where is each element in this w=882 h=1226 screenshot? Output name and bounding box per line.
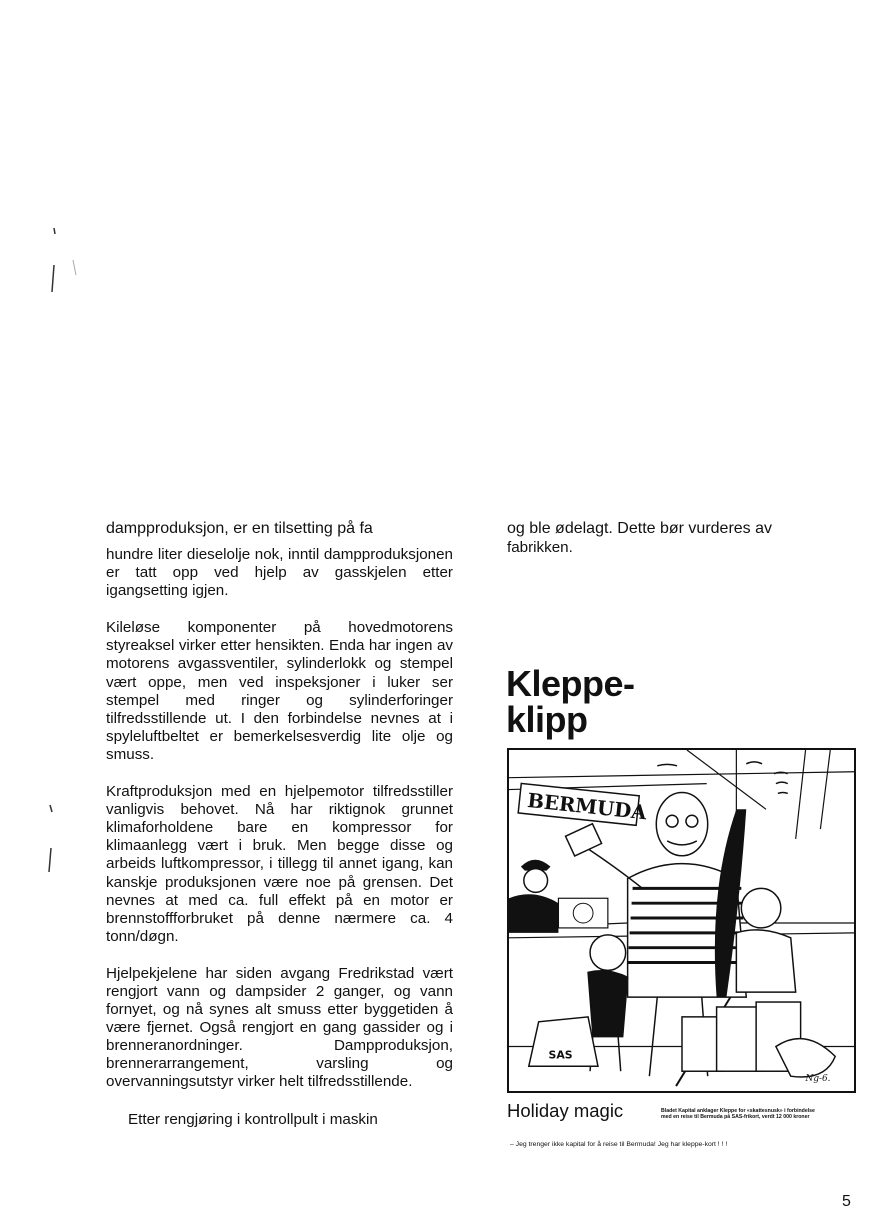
cartoon-illustration [507,748,856,1093]
headline-line-1: Kleppe- [506,663,635,704]
scan-marks [40,220,90,880]
cut-text-line-right: og ble ødelagt. Dette bør vurderes av [507,520,773,537]
paragraph-1: hundre liter dieselolje nok, inntil dampproduksjonen er tatt opp ved hjelp av gasskjelen etter igangsetting igjen. [106,546,453,600]
caption-note: Bladet Kapital anklager Kleppe for «skattesnusk» i forbindelse med en reise til Bermuda på SAS-frikort, verdt 12 000 kroner [661,1108,815,1121]
headline-line-2: klipp [506,699,588,740]
cartoon-sign-text: BERMUDA [526,787,648,825]
fabrikken-line: fabrikken. [507,539,573,556]
cartoon-bag-label: SAS [548,1048,573,1062]
cut-text-line-left: dampproduksjon, er en tilsetting på fa [106,520,373,537]
headline [506,663,706,740]
paragraph-3: Kraftproduksjon med en hjelpemotor tilfredsstiller vanligvis behovet. Nå har riktignok grunnet klimaforholdene bare en kompressor for klimaanlegg vært i bruk. Men begge disse og arbeids luftkompressor, i tillegg til annet igang, kan kanskje produksjonen være noe på grensen. Det nevnes at med ca. full effekt på en motor er brennstoffforbruket på denne nærmere ca. 4 tonn/døgn. [106,783,453,945]
paragraph-5: Etter rengjøring i kontrollpult i maskin [128,1110,378,1128]
caption-title: Holiday magic [507,1100,624,1121]
paragraph-2: Kileløse komponenter på hovedmotorens styreaksel virker etter hensikten. Enda har ingen av motorens avgassventiler, sylinderlokk og stempel vært oppe, men ved inspeksjoner i luker ser stempel med ringer og sylinderforinger tilfredsstillende ut. I den forbindelse nevnes at i spyleluftbeltet er bemerkelsesverdig lite olje og smuss. [106,619,453,763]
caption-quote: – Jeg trenger ikke kapital for å reise til Bermuda! Jeg har kleppe-kort ! ! ! [510,1141,728,1148]
paragraph-4: Hjelpekjelene har siden avgang Fredrikstad vært rengjort vann og dampsider 2 ganger, og vann fornyet, og nå synes alt smuss etter byggetiden å være fjernet. Også rengjort en gang gassider og i brenneranordninger. Dampproduksjon, brennerarrangement, varsling og overvanningsutstyr virker helt tilfredsstillende. [106,964,453,1091]
article-left-column [106,546,453,1148]
page-number: 5 [842,1193,851,1210]
cartoon-signature: Ng-6. [805,1074,831,1085]
